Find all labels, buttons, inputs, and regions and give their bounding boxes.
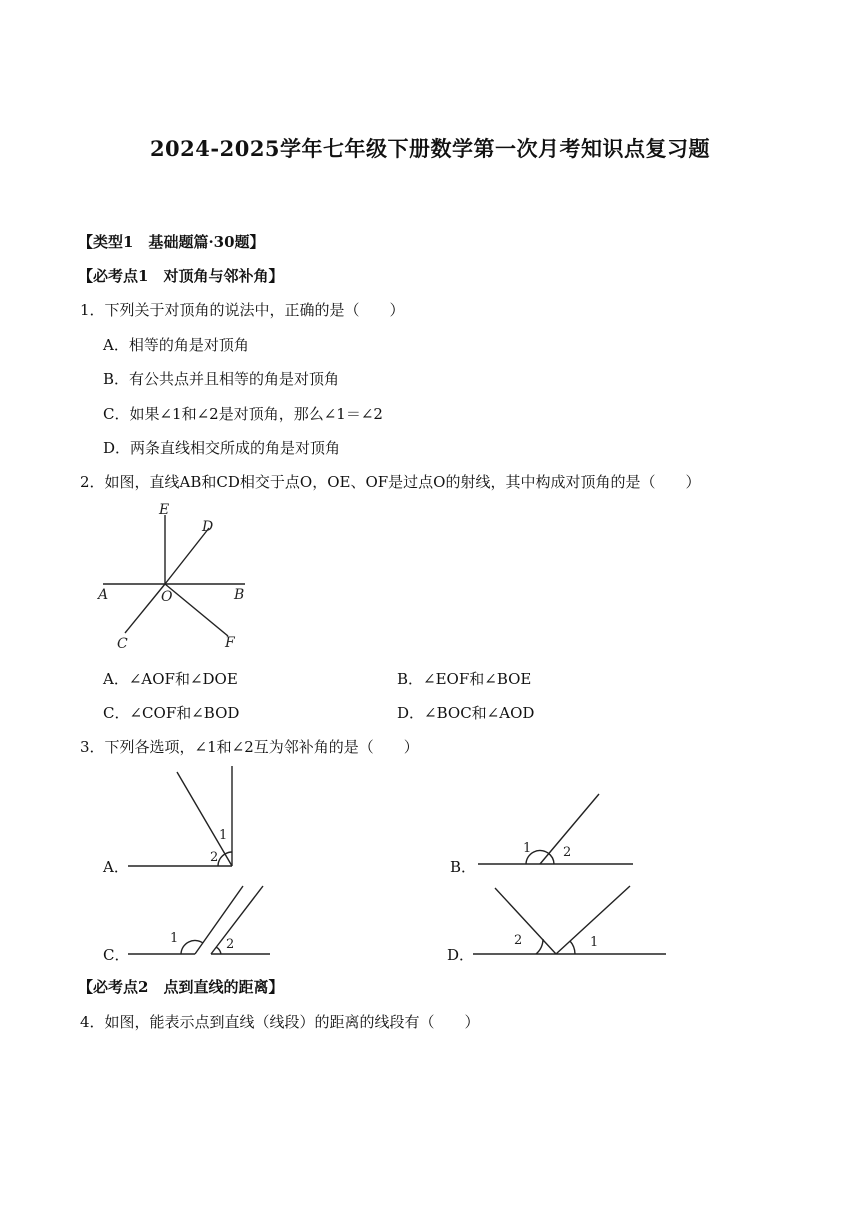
q3-option-a-label: A． [103, 858, 129, 876]
d-angle-2: 2 [514, 933, 523, 948]
q3-option-b-label: B． [450, 858, 477, 876]
label-a: A [98, 587, 109, 603]
q3-option-c-label: C． [103, 946, 130, 964]
key-point-1-heading: 【必考点1 对顶角与邻补角】 [78, 267, 284, 285]
a-angle-1: 1 [219, 828, 228, 843]
q3-stem: 3．下列各选项，∠1和∠2互为邻补角的是（ ） [80, 738, 419, 756]
q2-figure [95, 500, 255, 660]
b-angle-1: 1 [523, 841, 532, 856]
b-angle-2: 2 [563, 845, 572, 860]
ray-of [165, 584, 228, 636]
q1-option-b: B．有公共点并且相等的角是对顶角 [103, 370, 340, 388]
c-angle-1: 1 [170, 931, 179, 946]
q2-option-c: C．∠COF和∠BOD [103, 704, 240, 722]
label-o: O [161, 589, 173, 605]
c-angle-2: 2 [226, 937, 235, 952]
q1-stem: 1．下列关于对顶角的说法中，正确的是（ ） [80, 301, 405, 319]
q1-option-a: A．相等的角是对顶角 [103, 336, 249, 354]
q3-figure-c [125, 882, 275, 958]
q3-figure-d [470, 880, 670, 960]
q3-figure-a [125, 764, 240, 870]
q1-option-c: C．如果∠1和∠2是对顶角，那么∠1＝∠2 [103, 405, 383, 423]
key-point-2-heading: 【必考点2 点到直线的距离】 [78, 978, 284, 996]
q2-stem: 2．如图，直线AB和CD相交于点O，OE、OF是过点O的射线，其中构成对顶角的是（ ） [80, 473, 701, 491]
q2-option-a: A．∠AOF和∠DOE [103, 670, 238, 688]
q3-figure-b [475, 792, 637, 868]
label-e: E [159, 502, 170, 518]
q3-option-d-label: D． [447, 946, 475, 964]
page-title: 2024-2025学年七年级下册数学第一次月考知识点复习题 [149, 136, 711, 161]
ray-oc [125, 584, 165, 633]
d-angle-1: 1 [590, 935, 599, 950]
label-b: B [234, 587, 245, 603]
label-c: C [117, 636, 128, 652]
label-f: F [225, 635, 235, 651]
section-heading: 【类型1 基础题篇·30题】 [78, 233, 265, 251]
q1-option-d: D．两条直线相交所成的角是对顶角 [103, 439, 341, 457]
ray-od [165, 528, 209, 584]
a-angle-2: 2 [210, 850, 219, 865]
q2-option-b: B．∠EOF和∠BOE [397, 670, 532, 688]
q4-stem: 4．如图，能表示点到直线（线段）的距离的线段有（ ） [80, 1013, 480, 1031]
label-d: D [202, 519, 214, 535]
q2-option-d: D．∠BOC和∠AOD [397, 704, 535, 722]
